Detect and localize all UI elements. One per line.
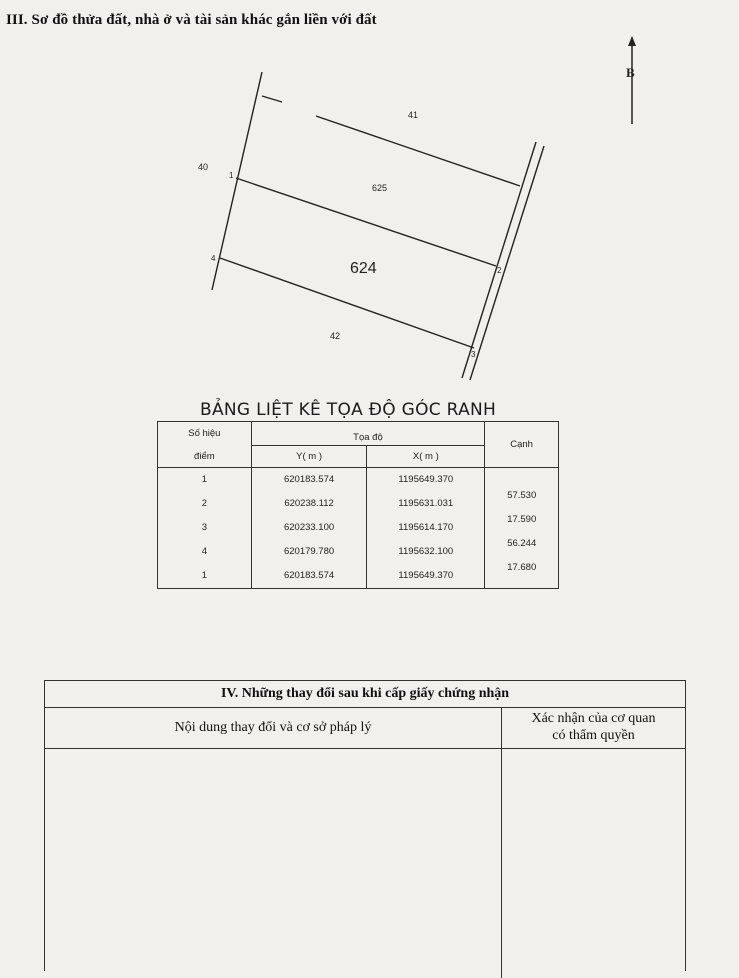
road-east-1 — [462, 142, 536, 378]
boundary-north-624 — [236, 178, 496, 266]
edge-cell: 17.590 — [507, 514, 537, 525]
point-1-label: 1 — [229, 171, 234, 180]
header-diem: điểm — [194, 450, 215, 462]
y-column — [251, 468, 367, 589]
parcel-40-label: 40 — [198, 162, 209, 172]
changes-section — [44, 680, 686, 971]
edge-cell: 56.244 — [507, 538, 537, 549]
x-cell: 1195649.370 — [398, 474, 454, 485]
point-cell: 1 — [201, 570, 207, 581]
y-cell: 620238.112 — [284, 498, 334, 509]
boundary-north-625 — [316, 116, 520, 186]
header-point-id — [158, 422, 252, 468]
land-parcel-map — [0, 0, 739, 400]
point-cell: 4 — [201, 546, 207, 557]
column-divider — [501, 748, 502, 978]
parcel-625-label: 625 — [372, 183, 388, 193]
point-cell: 2 — [201, 498, 207, 509]
section-iv-title: IV. Những thay đổi sau khi cấp giấy chứng nhận — [45, 681, 685, 708]
parcel-41-label: 41 — [408, 110, 419, 120]
point-3-label: 3 — [471, 350, 476, 359]
coordinate-table — [157, 421, 559, 589]
section-iii-title: III. Sơ đồ thửa đất, nhà ở và tài sản khác gắn liền với đất — [6, 12, 377, 28]
edge-cell: 57.530 — [507, 490, 537, 501]
boundary-south-624 — [220, 258, 474, 348]
boundary-north-41-dashed — [262, 96, 282, 102]
authority-line-1: Xác nhận của cơ quan — [531, 711, 656, 726]
point-cell: 3 — [201, 522, 207, 533]
x-cell: 1195649.370 — [398, 570, 454, 581]
header-x: X( m ) — [367, 446, 485, 468]
x-column — [367, 468, 485, 589]
point-4-label: 4 — [211, 254, 216, 263]
y-cell: 620183.574 — [283, 474, 335, 485]
authority-confirmation-header — [502, 710, 685, 744]
parcel-624-label: 624 — [350, 260, 377, 277]
authority-line-2: có thẩm quyền — [552, 728, 635, 743]
y-cell: 620233.100 — [283, 522, 335, 533]
x-cell: 1195632.100 — [398, 546, 454, 557]
changes-content-header: Nội dung thay đổi và cơ sở pháp lý — [45, 708, 502, 748]
coord-table-title: BẢNG LIỆT KÊ TỌA ĐỘ GÓC RANH — [200, 400, 497, 420]
north-label: B — [626, 65, 635, 80]
header-y: Y( m ) — [251, 446, 367, 468]
x-cell: 1195631.031 — [398, 498, 454, 509]
point-cell: 1 — [201, 474, 207, 485]
boundary-west — [212, 72, 262, 290]
y-cell: 620183.574 — [283, 570, 335, 581]
point-2-label: 2 — [497, 266, 502, 275]
edge-column — [485, 468, 559, 589]
x-cell: 1195614.170 — [398, 522, 454, 533]
parcel-42-label: 42 — [330, 331, 341, 341]
point-column — [158, 468, 252, 589]
north-arrow-icon — [628, 36, 636, 124]
header-edge: Cạnh — [485, 422, 559, 468]
y-cell: 620179.780 — [283, 546, 335, 557]
edge-cell: 17.680 — [507, 562, 537, 573]
header-coordinates: Tọa độ — [251, 422, 484, 446]
header-so-hieu: Số hiệu — [188, 427, 221, 439]
